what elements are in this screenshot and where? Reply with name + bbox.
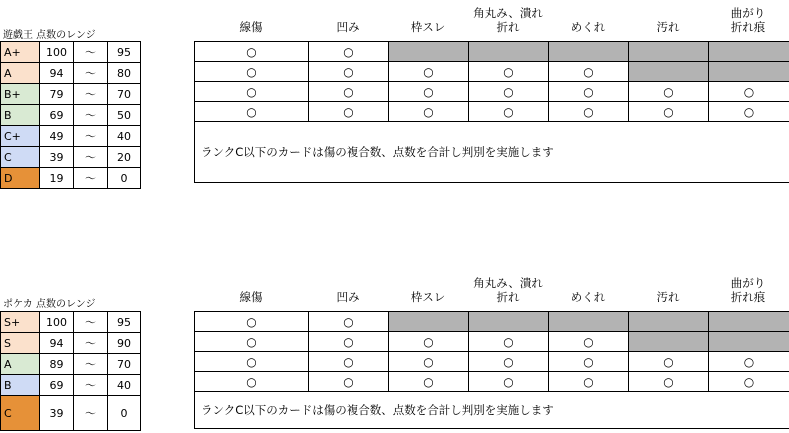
defect-cell: ○ (549, 62, 629, 82)
defect-cell: ○ (389, 352, 469, 372)
defect-cell: ○ (469, 352, 549, 372)
defect-cell: ○ (309, 312, 389, 332)
score-row (1, 375, 141, 396)
score-max: 100 (40, 312, 74, 333)
defect-cell-na (469, 42, 549, 62)
defect-cell: ○ (629, 82, 709, 102)
defect-cell: ○ (549, 82, 629, 102)
defect-cell: ○ (709, 82, 789, 102)
score-min: 20 (108, 147, 141, 168)
defect-cell: ○ (195, 82, 309, 102)
range-separator: 〜 (74, 147, 108, 168)
column-header: 角丸み、潰れ 折れ (473, 276, 543, 304)
grade-label: A (1, 354, 40, 375)
score-min: 90 (108, 333, 141, 354)
range-separator: 〜 (74, 84, 108, 105)
defect-cell: ○ (389, 332, 469, 352)
defect-cell: ○ (549, 102, 629, 122)
score-row (1, 63, 141, 84)
column-header: めくれ (570, 20, 606, 34)
column-header: 曲がり 折れ痕 (730, 6, 766, 34)
pokeca-score-caption: ポケカ 点数のレンジ (3, 299, 96, 310)
range-separator: 〜 (74, 168, 108, 189)
defect-row (195, 372, 789, 392)
range-separator: 〜 (74, 42, 108, 63)
score-min: 70 (108, 354, 141, 375)
defect-cell: ○ (309, 332, 389, 352)
defect-cell: ○ (195, 352, 309, 372)
column-header: 汚れ (656, 290, 680, 304)
score-min: 40 (108, 126, 141, 147)
defect-row (195, 82, 789, 102)
score-min: 40 (108, 375, 141, 396)
note-row (195, 392, 789, 429)
defect-cell: ○ (549, 332, 629, 352)
score-row (1, 42, 141, 63)
defect-cell-na (469, 312, 549, 332)
score-row (1, 354, 141, 375)
range-separator: 〜 (74, 126, 108, 147)
defect-cell: ○ (469, 62, 549, 82)
defect-row (195, 102, 789, 122)
grade-label: C (1, 147, 40, 168)
score-row (1, 168, 141, 189)
defect-cell: ○ (195, 62, 309, 82)
score-row (1, 147, 141, 168)
column-header: 枠スレ (410, 20, 446, 34)
defect-cell-na (629, 42, 709, 62)
defect-cell-na (629, 332, 709, 352)
range-separator: 〜 (74, 312, 108, 333)
score-row (1, 312, 141, 333)
score-max: 39 (40, 396, 74, 431)
defect-cell: ○ (629, 102, 709, 122)
yugioh-defect-table (194, 41, 789, 183)
defect-cell: ○ (309, 62, 389, 82)
grade-label: A (1, 63, 40, 84)
defect-cell: ○ (709, 372, 789, 392)
range-separator: 〜 (74, 375, 108, 396)
defect-row (195, 352, 789, 372)
column-header: 曲がり 折れ痕 (730, 276, 766, 304)
grade-label: B (1, 375, 40, 396)
defect-cell: ○ (549, 372, 629, 392)
pokeca-defect-table (194, 311, 789, 429)
score-max: 89 (40, 354, 74, 375)
defect-row (195, 312, 789, 332)
defect-cell: ○ (629, 372, 709, 392)
defect-row (195, 62, 789, 82)
column-header: 凹み (336, 20, 360, 34)
defect-cell: ○ (309, 82, 389, 102)
score-row (1, 333, 141, 354)
score-row (1, 126, 141, 147)
score-min: 50 (108, 105, 141, 126)
grade-label: S+ (1, 312, 40, 333)
score-max: 79 (40, 84, 74, 105)
score-min: 80 (108, 63, 141, 84)
grade-label: C+ (1, 126, 40, 147)
defect-cell: ○ (469, 332, 549, 352)
defect-cell: ○ (469, 372, 549, 392)
note-text: ランクC以下のカードは傷の複合数、点数を合計し判別を実施します (195, 392, 789, 429)
score-max: 69 (40, 375, 74, 396)
score-max: 39 (40, 147, 74, 168)
defect-cell: ○ (389, 372, 469, 392)
score-max: 69 (40, 105, 74, 126)
defect-cell: ○ (389, 62, 469, 82)
defect-cell: ○ (709, 102, 789, 122)
column-header: 線傷 (239, 290, 263, 304)
defect-cell: ○ (309, 352, 389, 372)
score-min: 70 (108, 84, 141, 105)
defect-cell-na (629, 62, 709, 82)
defect-cell: ○ (549, 352, 629, 372)
range-separator: 〜 (74, 105, 108, 126)
score-min: 0 (108, 168, 141, 189)
pokeca-score-table (0, 311, 141, 431)
defect-row (195, 42, 789, 62)
defect-cell-na (709, 42, 789, 62)
column-header: 角丸み、潰れ 折れ (473, 6, 543, 34)
defect-cell: ○ (389, 102, 469, 122)
grade-label: A+ (1, 42, 40, 63)
defect-cell-na (709, 312, 789, 332)
range-separator: 〜 (74, 354, 108, 375)
range-separator: 〜 (74, 63, 108, 84)
score-row (1, 84, 141, 105)
defect-cell-na (389, 42, 469, 62)
yugioh-score-caption: 遊戯王 点数のレンジ (3, 30, 96, 41)
defect-cell: ○ (195, 312, 309, 332)
defect-cell: ○ (195, 102, 309, 122)
defect-cell-na (629, 312, 709, 332)
score-min: 95 (108, 312, 141, 333)
grade-label: C (1, 396, 40, 431)
defect-cell-na (549, 312, 629, 332)
grade-label: B+ (1, 84, 40, 105)
defect-cell-na (389, 312, 469, 332)
defect-cell: ○ (629, 352, 709, 372)
defect-cell: ○ (195, 372, 309, 392)
defect-cell-na (709, 332, 789, 352)
column-header: めくれ (570, 290, 606, 304)
column-header: 線傷 (239, 20, 263, 34)
defect-cell-na (549, 42, 629, 62)
defect-cell: ○ (469, 102, 549, 122)
score-min: 95 (108, 42, 141, 63)
defect-cell: ○ (309, 42, 389, 62)
score-max: 94 (40, 63, 74, 84)
score-min: 0 (108, 396, 141, 431)
defect-row (195, 332, 789, 352)
score-max: 94 (40, 333, 74, 354)
defect-cell: ○ (469, 82, 549, 102)
column-header: 枠スレ (410, 290, 446, 304)
grade-label: S (1, 333, 40, 354)
note-row (195, 122, 789, 183)
column-header: 汚れ (656, 20, 680, 34)
range-separator: 〜 (74, 396, 108, 431)
column-header: 凹み (336, 290, 360, 304)
note-text: ランクC以下のカードは傷の複合数、点数を合計し判別を実施します (195, 122, 789, 183)
grade-label: B (1, 105, 40, 126)
grade-label: D (1, 168, 40, 189)
range-separator: 〜 (74, 333, 108, 354)
score-max: 19 (40, 168, 74, 189)
defect-cell: ○ (195, 332, 309, 352)
defect-cell: ○ (309, 372, 389, 392)
score-row (1, 396, 141, 431)
score-row (1, 105, 141, 126)
defect-cell: ○ (389, 82, 469, 102)
yugioh-score-table (0, 41, 141, 189)
defect-cell: ○ (195, 42, 309, 62)
defect-cell: ○ (709, 352, 789, 372)
score-max: 100 (40, 42, 74, 63)
defect-cell-na (709, 62, 789, 82)
defect-cell: ○ (309, 102, 389, 122)
score-max: 49 (40, 126, 74, 147)
